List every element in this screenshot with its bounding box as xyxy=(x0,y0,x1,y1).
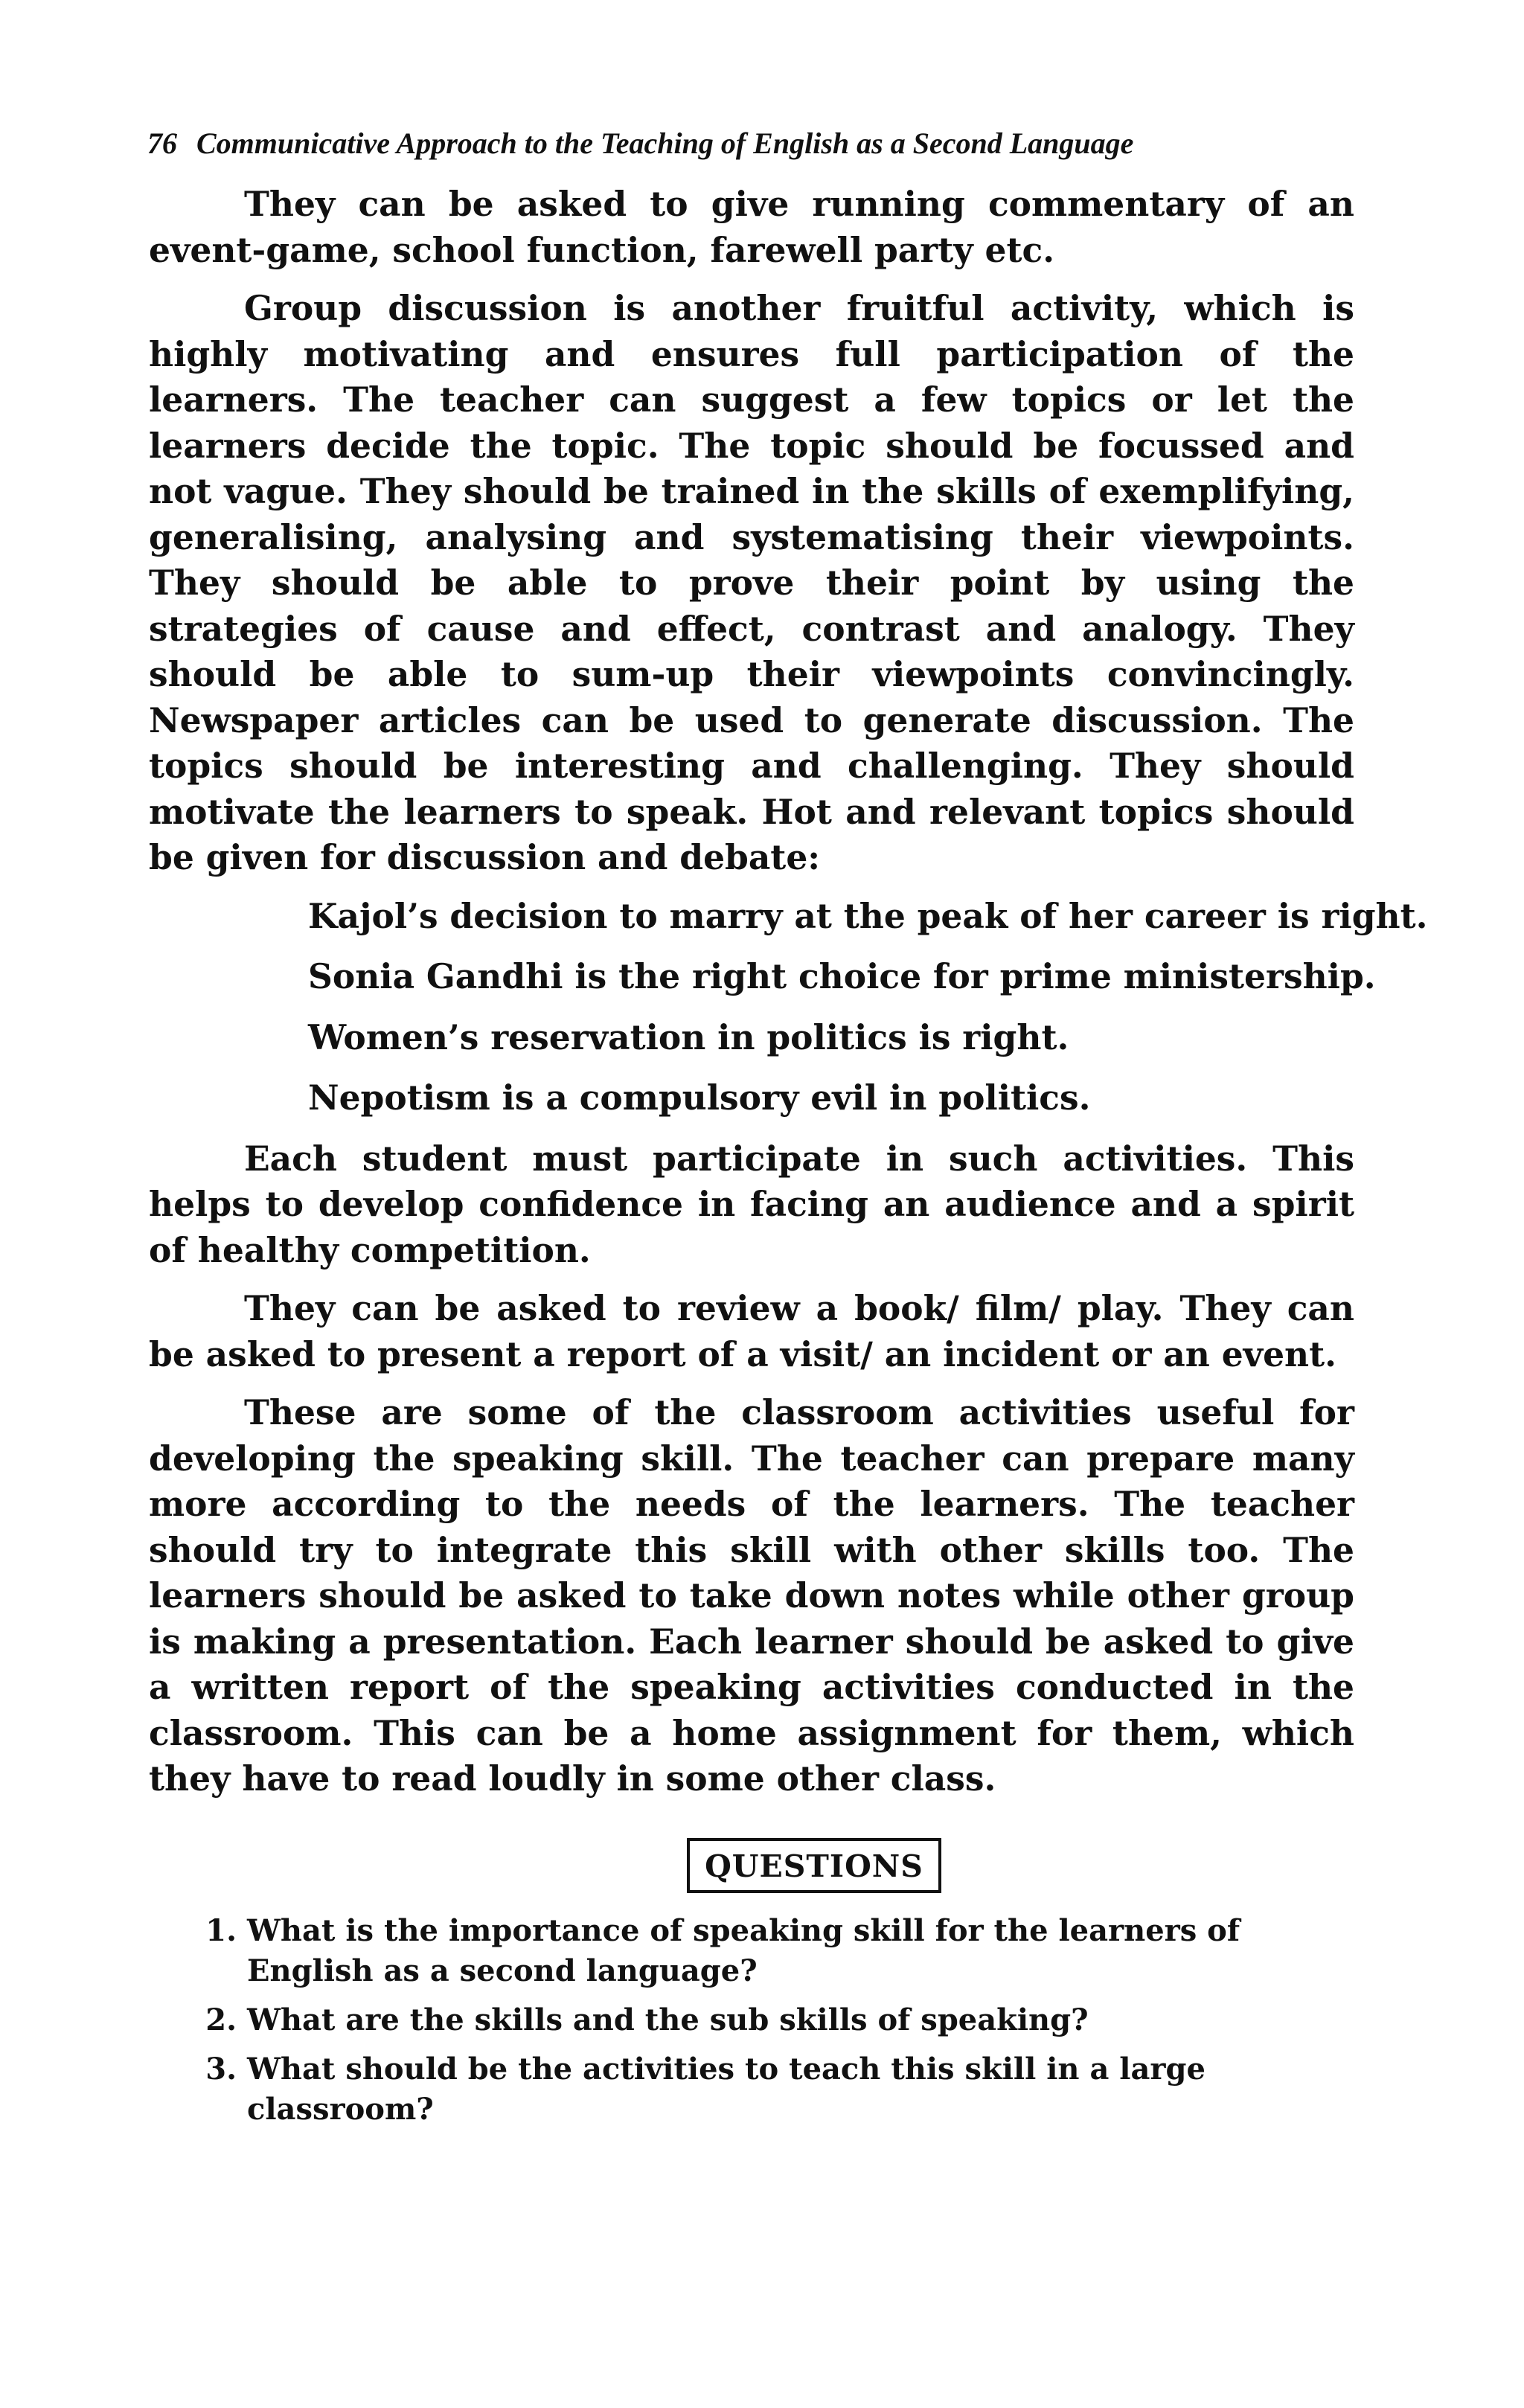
debate-topic: Sonia Gandhi is the right choice for prime ministership. xyxy=(308,956,1376,996)
paragraph-classroom-activities: These are some of the classroom activities useful for developing the speaking skill. The teacher can prepare many more according to the needs of the learners. The teacher should try to integrate this skill with other skills too. The learners should be asked to take down notes while other group is making a presentation. Each learner should be asked to give a written report of the speaking activities conducted in the classroom. This can be a home assignment for them, which they have to read loudly in some other class. xyxy=(149,1392,1354,1799)
question-item xyxy=(149,1911,1354,1991)
questions-heading-wrap xyxy=(149,1838,1354,1893)
book-title: Communicative Approach to the Teaching of English as a Second Language xyxy=(196,127,1134,160)
debate-topic: Women’s reservation in politics is right. xyxy=(308,1016,1069,1057)
paragraph-commentary: They can be asked to give running commentary of an event-game, school function, farewell party etc. xyxy=(149,184,1354,270)
questions-list xyxy=(149,1911,1354,2130)
debate-topic: Kajol’s decision to marry at the peak of her career is right. xyxy=(308,895,1428,936)
questions-heading: QUESTIONS xyxy=(687,1838,941,1893)
paragraph-participation: Each student must participate in such activities. This helps to develop confidence in facing an audience and a spirit of healthy competition. xyxy=(149,1138,1354,1270)
paragraph-group-discussion: Group discussion is another fruitful activity, which is highly motivating and ensures full participation of the learners. The teacher can suggest a few topics or let the learners decide the topic. The topic should be focussed and not vague. They should be trained in the skills of exemplifying, generalising, analysing and systematising their viewpoints. They should be able to prove their point by using the strategies of cause and effect, contrast and analogy. They should be able to sum-up their viewpoints convincingly. Newspaper articles can be used to generate discussion. The topics should be interesting and challenging. They should motivate the learners to speak. Hot and relevant topics should be given for discussion and debate: xyxy=(149,288,1354,877)
question-number: 3. xyxy=(205,2051,237,2087)
page-number: 76 xyxy=(147,127,177,160)
book-page xyxy=(147,125,1428,2139)
question-item xyxy=(149,2000,1354,2040)
debate-topic: Nepotism is a compulsory evil in politics. xyxy=(308,1077,1091,1118)
question-number: 1. xyxy=(205,1912,237,1948)
question-text: What should be the activities to teach this skill in a large classroom? xyxy=(247,2051,1206,2127)
question-number: 2. xyxy=(205,2002,237,2037)
question-text: What is the importance of speaking skill for the learners of English as a second language? xyxy=(247,1912,1240,1988)
debate-topics-list xyxy=(149,894,1428,1121)
running-header xyxy=(147,125,1354,162)
paragraph-review: They can be asked to review a book/ film/ play. They can be asked to present a report of a visit/ an incident or an event. xyxy=(149,1288,1354,1374)
question-text: What are the skills and the sub skills of speaking? xyxy=(247,2002,1089,2037)
question-item xyxy=(149,2049,1354,2130)
